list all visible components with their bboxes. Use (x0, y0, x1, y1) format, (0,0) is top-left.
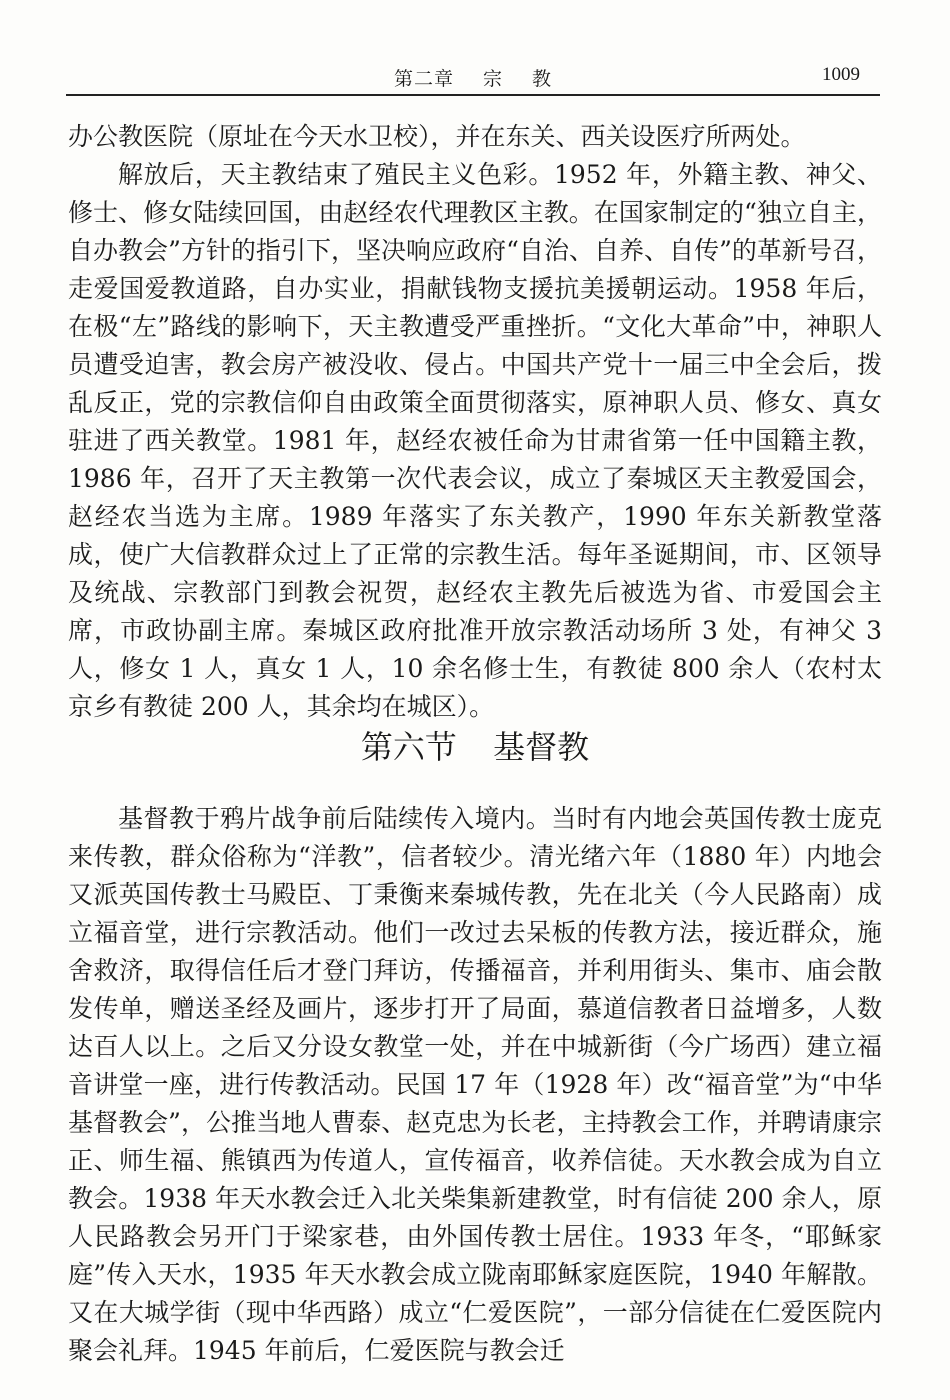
paragraph-continued: 办公教医院（原址在今天水卫校），并在东关、西关设医疗所两处。 (68, 122, 806, 151)
chapter-title: 第二章 宗 教 (393, 68, 553, 90)
section-heading: 第六节 基督教 (360, 728, 590, 766)
text-block-christianity (68, 800, 882, 1370)
text-block-catholicism (68, 118, 882, 726)
running-header (66, 60, 880, 96)
paragraph-christianity: 基督教于鸦片战争前后陆续传入境内。当时有内地会英国传教士庞克来传教，群众俗称为“洋教”，信者较少。清光绪六年（1880 年）内地会又派英国传教士马殿臣、丁秉衡来秦城传教，先在北关（今人民路南）成立福音堂，进行宗教活动。他们一改过去呆板的传教方法，接近群众，施舍救济，取得信任后才登门拜访，传播福音，并利用街头、集市、庙会散发传单，赠送圣经及画片，逐步打开了局面，慕道信教者日益增多，人数达百人以上。之后又分设女教堂一处，并在中城新街（今广场西）建立福音讲堂一座，进行传教活动。民国 17 年（1928 年）改“福音堂”为“中华基督教会”，公推当地人曹泰、赵克忠为长老，主持教会工作，并聘请康宗正、师生福、熊镇西为传道人，宣传福音，收养信徒。天水教会成为自立教会。1938 年天水教会迁入北关柴集新建教堂，时有信徒 200 余人，原人民路教会另开门于梁家巷，由外国传教士居住。1933 年冬，“耶稣家庭”传入天水，1935 年天水教会成立陇南耶稣家庭医院，1940 年解散。又在大城学街（现中华西路）成立“仁爱医院”，一部分信徒在仁爱医院内聚会礼拜。1945 年前后，仁爱医院与教会迁 (68, 804, 882, 1365)
page-number: 1009 (822, 64, 860, 85)
paragraph-after-liberation: 解放后，天主教结束了殖民主义色彩。1952 年，外籍主教、神父、修士、修女陆续回国，由赵经农代理教区主教。在国家制定的“独立自主，自办教会”方针的指引下，坚决响应政府“自治、自养、自传”的革新号召，走爱国爱教道路，自办实业，捐献钱物支援抗美援朝运动。1958 年后，在极“左”路线的影响下，天主教遭受严重挫折。“文化大革命”中，神职人员遭受迫害，教会房产被没收、侵占。中国共产党十一届三中全会后，拨乱反正，党的宗教信仰自由政策全面贯彻落实，原神职人员、修女、真女驻进了西关教堂。1981 年，赵经农被任命为甘肃省第一任中国籍主教，1986 年，召开了天主教第一次代表会议，成立了秦城区天主教爱国会，赵经农当选为主席。1989 年落实了东关教产，1990 年东关新教堂落成，使广大信教群众过上了正常的宗教生活。每年圣诞期间，市、区领导及统战、宗教部门到教会祝贺，赵经农主教先后被选为省、市爱国会主席，市政协副主席。秦城区政府批准开放宗教活动场所 3 处，有神父 3 人，修女 1 人，真女 1 人，10 余名修士生，有教徒 800 余人（农村太京乡有教徒 200 人，其余均在城区）。 (68, 160, 882, 721)
